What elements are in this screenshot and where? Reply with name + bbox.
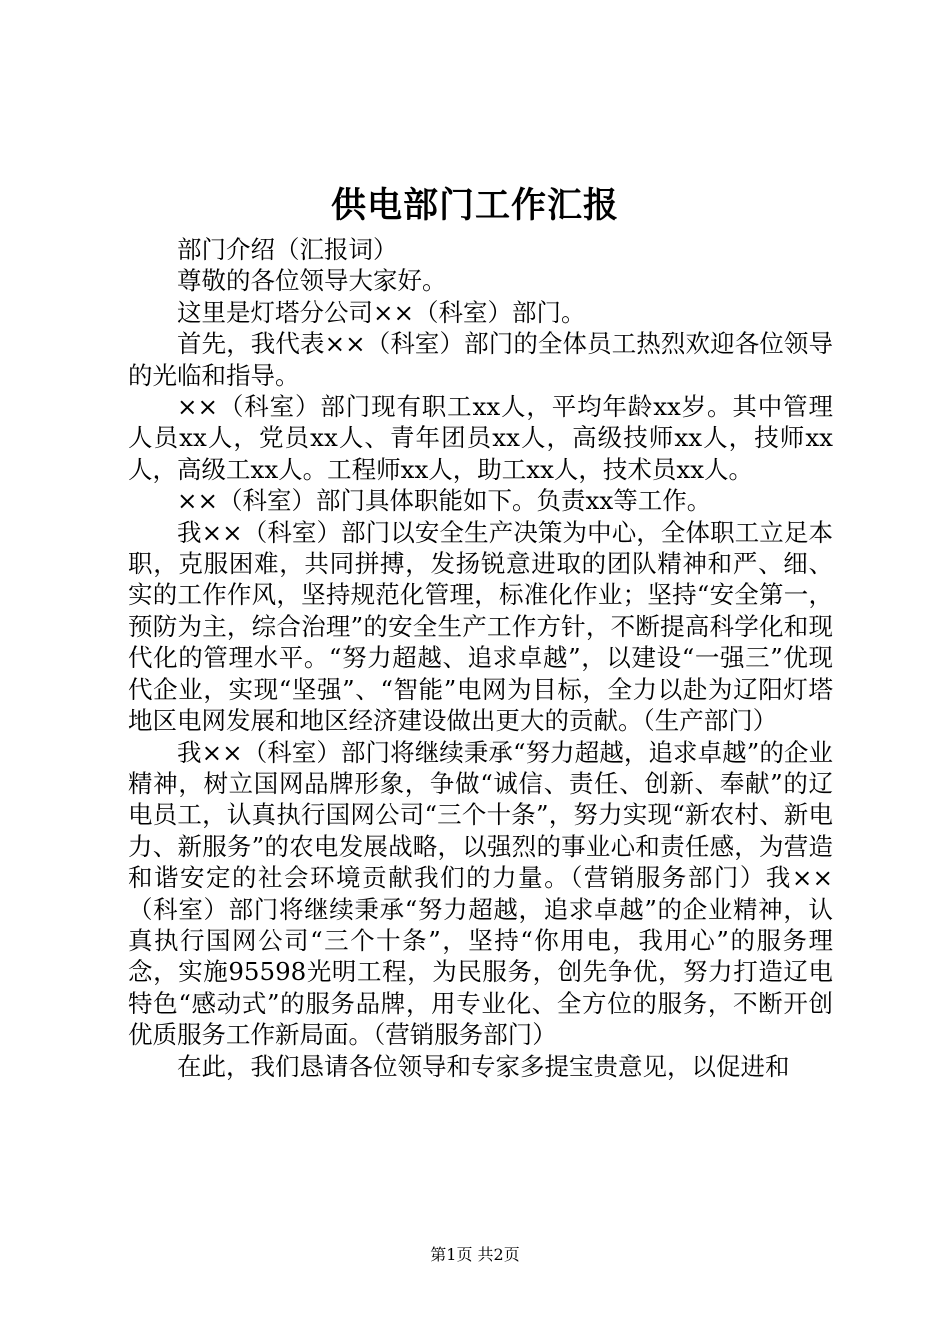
paragraph-department-name: 这里是灯塔分公司××（科室）部门。 — [177, 297, 586, 327]
paragraph-staff: ××（科室）部门现有职工xx人，平均年龄xx岁。其中管理人员xx人，党员xx人、青年团员xx人，高级技师xx人，技师xx人，高级工xx人。工程师xx人，助工xx人，技术员xx人。 — [128, 392, 833, 484]
paragraph-functions: ××（科室）部门具体职能如下。负责xx等工作。 — [177, 486, 712, 516]
paragraph-marketing: 我××（科室）部门将继续秉承“努力超越，追求卓越”的企业精神，树立国网品牌形象，争做“诚信、责任、创新、奉献”的辽电员工，认真执行国网公司“三个十条”，努力实现“新农村、新电力、新服务”的农电发展战略，以强烈的事业心和责任感，为营造和谐安定的社会环境贡献我们的力量。（营销服务部门）我××（科室）部门将继续秉承“努力超越，追求卓越”的企业精神，认真执行国网公司“三个十条”，坚持“你用电，我用心”的服务理念，实施95598光明工程，为民服务，创先争优，努力打造辽电特色“感动式”的服务品牌，用专业化、全方位的服务，不断开创优质服务工作新局面。（营销服务部门） — [128, 737, 833, 1050]
page-footer: 第1页 共2页 — [430, 1245, 520, 1264]
paragraph-production: 我××（科室）部门以安全生产决策为中心，全体职工立足本职，克服困难，共同拼搏，发扬锐意进取的团队精神和严、细、实的工作作风，坚持规范化管理，标准化作业；坚持“安全第一，预防为主，综合治理”的安全生产工作方针，不断提高科学化和现代化的管理水平。“努力超越、追求卓越”，以建设“一强三”优现代企业，实现“坚强”、“智能”电网为目标，全力以赴为辽阳灯塔地区电网发展和地区经济建设做出更大的贡献。（生产部门） — [128, 517, 833, 736]
paragraph-intro-heading: 部门介绍（汇报词） — [177, 235, 398, 264]
paragraph-greeting: 尊敬的各位领导大家好。 — [177, 266, 447, 296]
paragraph-closing: 在此，我们恳请各位领导和专家多提宝贵意见，以促进和 — [177, 1051, 790, 1081]
document-title: 供电部门工作汇报 — [330, 185, 619, 226]
document-body — [128, 234, 833, 1082]
paragraph-welcome: 首先，我代表××（科室）部门的全体员工热烈欢迎各位领导的光临和指导。 — [128, 329, 833, 390]
